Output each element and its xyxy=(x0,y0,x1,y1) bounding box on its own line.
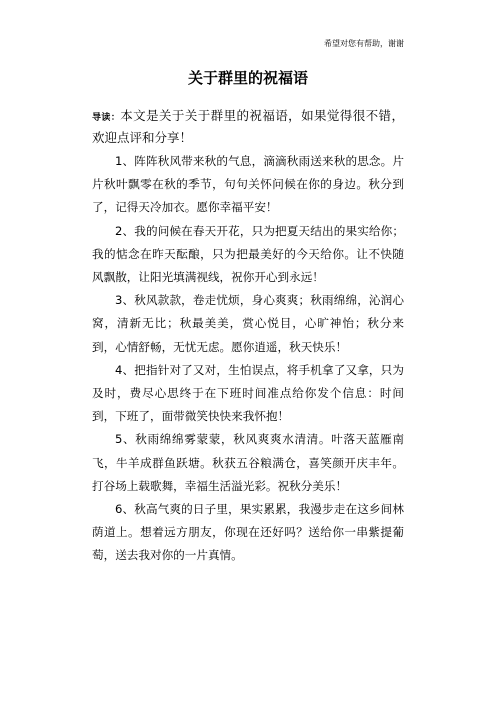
wish-paragraph-6: 6、秋高气爽的日子里，果实累累，我漫步走在这乡间林荫道上。想着远方朋友，你现在还好吗？送给你一串紫提葡萄，送去我对你的一片真情。 xyxy=(92,502,404,563)
intro-lead: 导读： xyxy=(92,113,121,123)
wish-paragraph-1: 1、阵阵秋风带来秋的气息，滴滴秋雨送来秋的思念。片片秋叶飘零在秋的季节，句句关怀问候在你的身边。秋分到了，记得天冷加衣。愿你幸福平安！ xyxy=(92,154,404,215)
wish-paragraph-4: 4、把指针对了又对，生怕误点，将手机拿了又拿，只为及时，费尽心思终于在下班时间准点给你发个信息：时间到，下班了，面带微笑快快来我怀抱！ xyxy=(92,362,404,424)
page-title: 关于群里的祝福语 xyxy=(187,69,308,87)
wish-paragraph-3: 3、秋风款款，卷走忧烦，身心爽爽；秋雨绵绵，沁润心窝，清新无比；秋最美美，赏心悦目，心旷神怡；秋分来到，心情舒畅，无忧无虑。愿你逍遥，秋天快乐！ xyxy=(92,293,404,354)
intro-text: 本文是关于关于群里的祝福语，如果觉得很不错，欢迎点评和分享！ xyxy=(92,108,404,145)
header-note: 希望对您有帮助，谢谢 xyxy=(324,39,404,48)
intro-paragraph xyxy=(92,106,404,147)
content-body xyxy=(92,150,404,568)
wish-paragraph-5: 5、秋雨绵绵雾蒙蒙，秋风爽爽水清清。叶落天蓝雁南飞，牛羊成群鱼跃塘。秋获五谷粮满仓，喜笑颜开庆丰年。打谷场上载歌舞，幸福生活溢光彩。祝秋分美乐！ xyxy=(92,432,404,493)
wish-paragraph-2: 2、我的问候在春天开花，只为把夏天结出的果实给你；我的惦念在昨天酝酿，只为把最美好的今天给你。让不快随风飘散，让阳光填满视线，祝你开心到永远！ xyxy=(92,223,404,285)
